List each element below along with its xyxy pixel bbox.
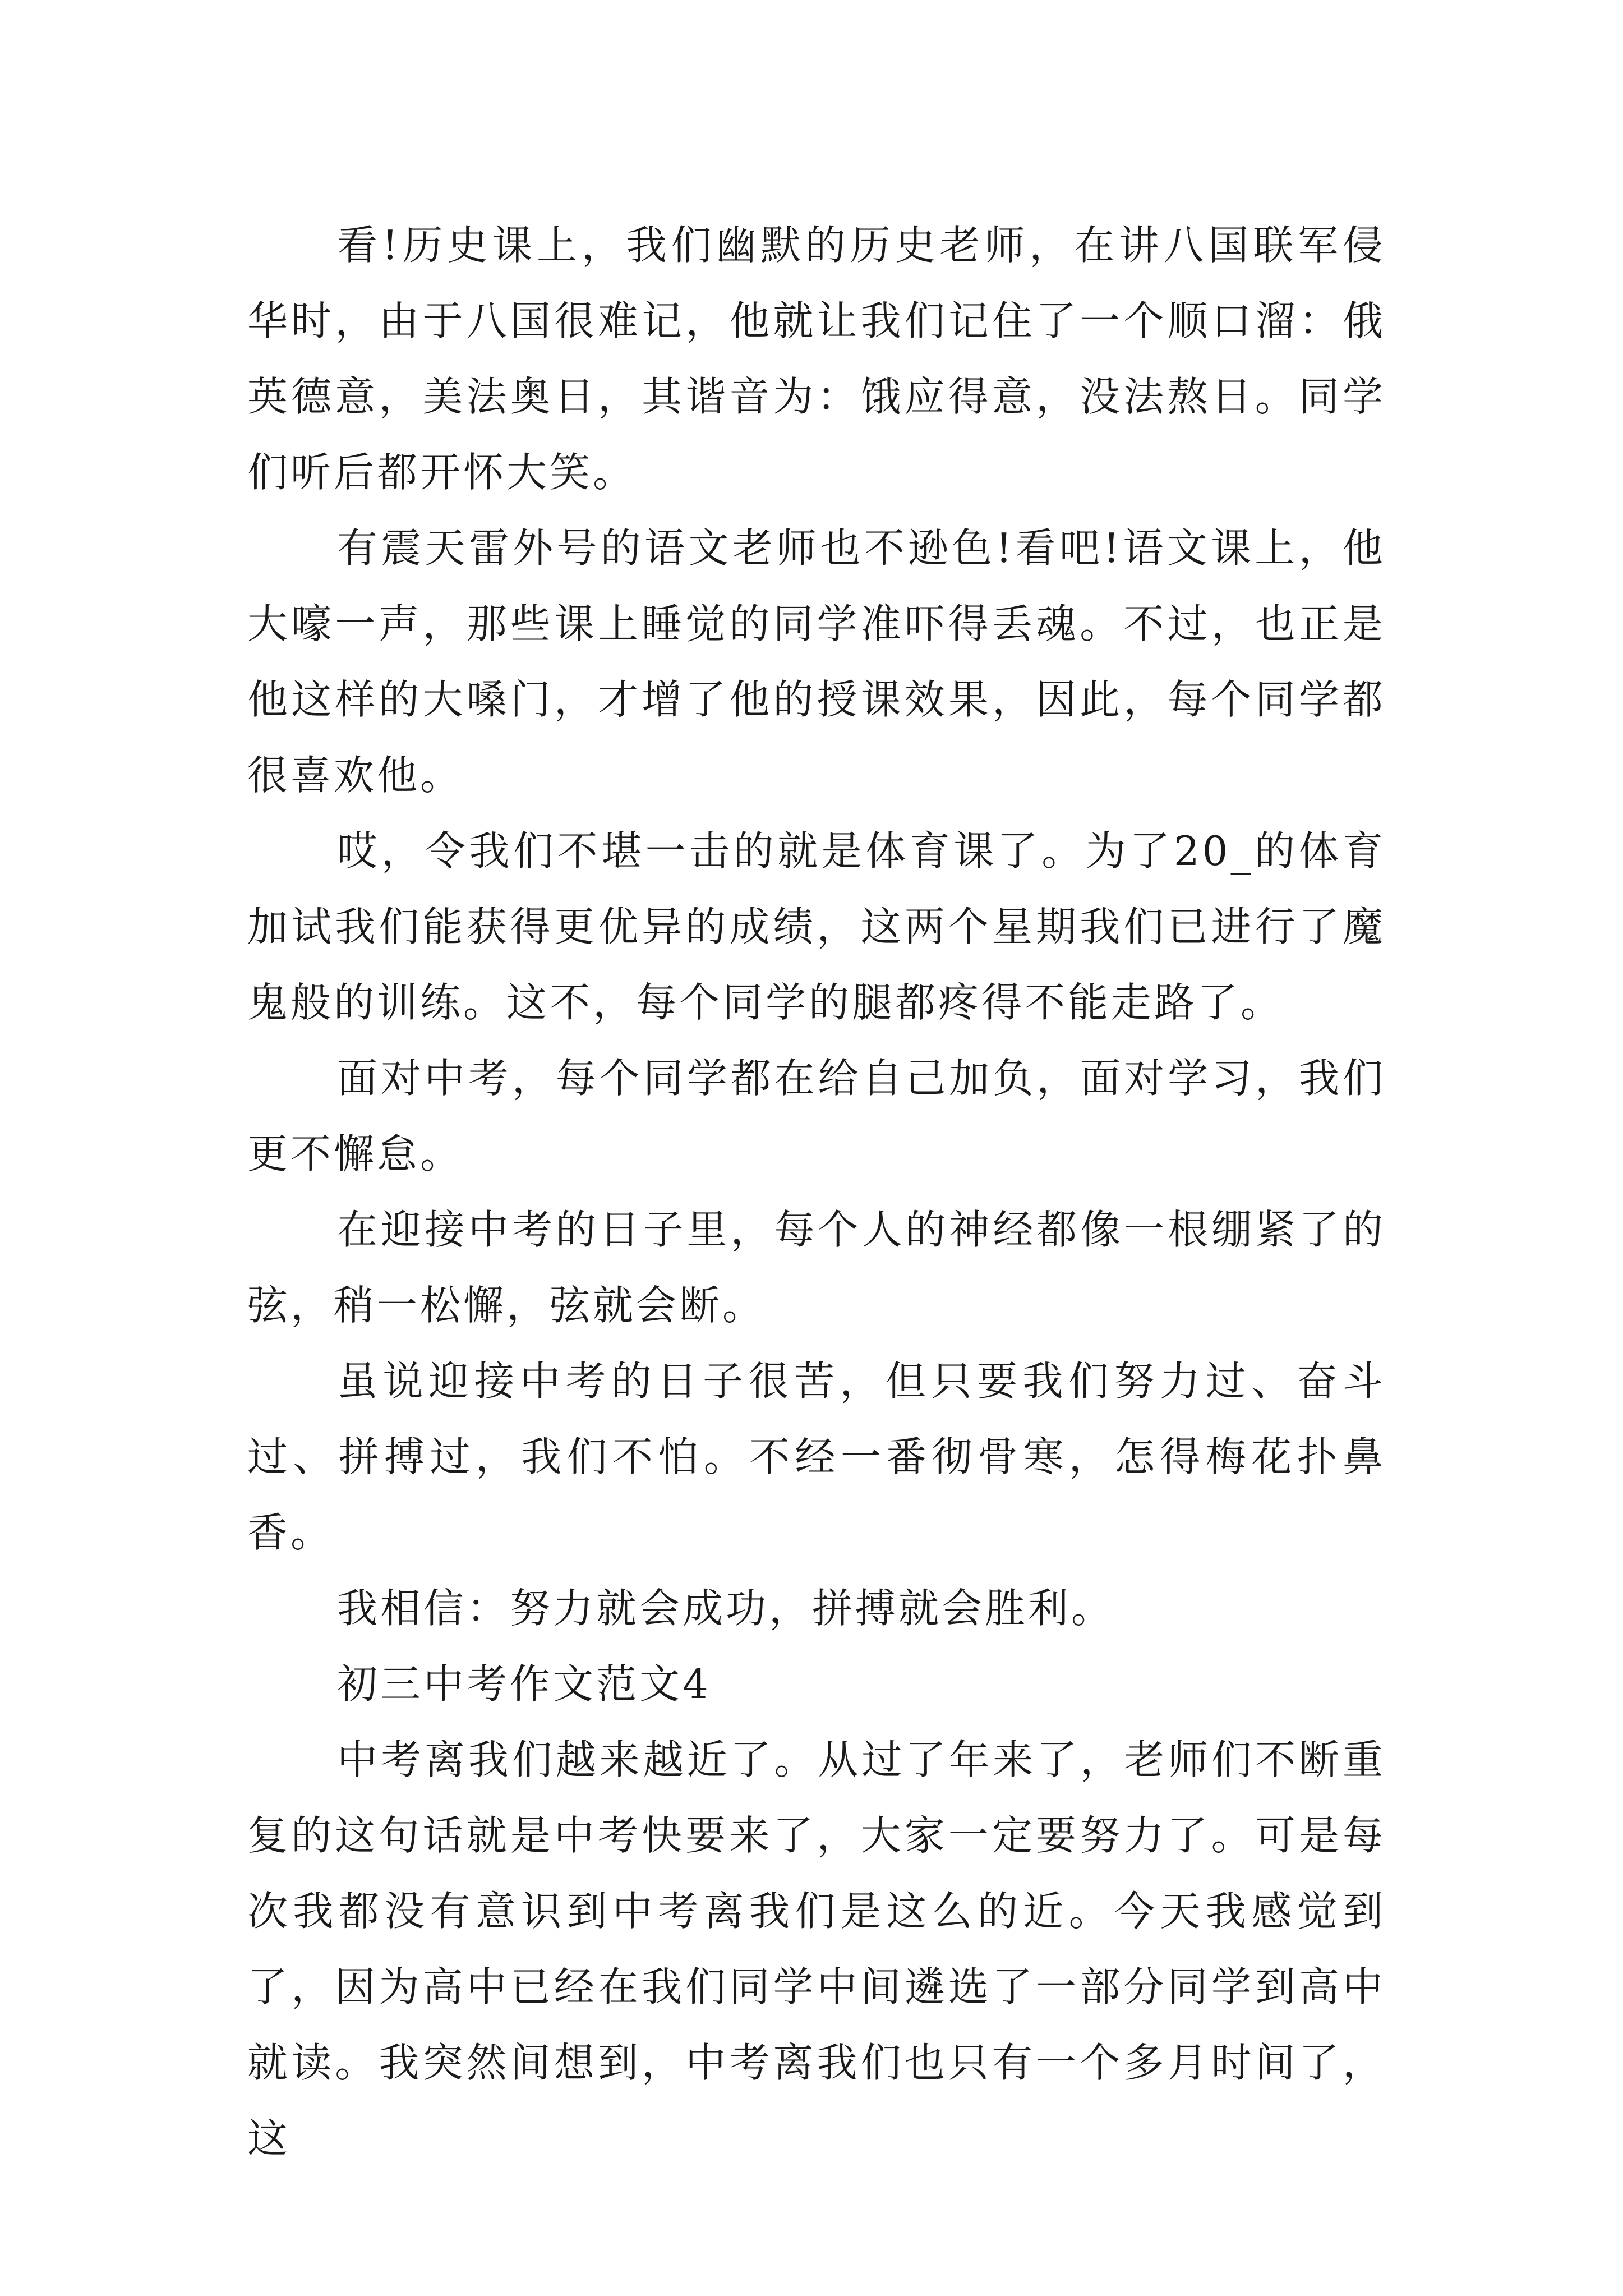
paragraph-face-exam: 面对中考，每个同学都在给自己加负，面对学习，我们更不懈怠。	[247, 1055, 1386, 1177]
paragraph-nerves: 在迎接中考的日子里，每个人的神经都像一根绷紧了的弦，稍一松懈，弦就会断。	[247, 1206, 1386, 1329]
paragraph-pe-class: 哎，令我们不堪一击的就是体育课了。为了20_的体育加试我们能获得更优异的成绩，这两个星期我们已进行了魔鬼般的训练。这不，每个同学的腿都疼得不能走路了。	[247, 827, 1386, 1026]
paragraph-believe: 我相信：努力就会成功，拼搏就会胜利。	[337, 1585, 1115, 1632]
essay-heading: 初三中考作文范文4	[337, 1660, 711, 1708]
document-body	[247, 208, 1386, 2177]
paragraph-chinese-teacher: 有震天雷外号的语文老师也不逊色!看吧!语文课上，他大嚎一声，那些课上睡觉的同学准吓得丢魂。不过，也正是他这样的大嗓门，才增了他的授课效果，因此，每个同学都很喜欢他。	[247, 524, 1386, 799]
paragraph-exam-approaching: 中考离我们越来越近了。从过了年来了，老师们不断重复的这句话就是中考快要来了，大家一定要努力了。可是每次我都没有意识到中考离我们是这么的近。今天我感觉到了，因为高中已经在我们同学中间遴选了一部分同学到高中就读。我突然间想到，中考离我们也只有一个多月时间了，这	[247, 1736, 1386, 2162]
paragraph-history-teacher: 看!历史课上，我们幽默的历史老师，在讲八国联军侵华时，由于八国很难记，他就让我们记住了一个顺口溜：俄英德意，美法奥日，其谐音为：饿应得意，没法熬日。同学们听后都开怀大笑。	[247, 222, 1386, 496]
paragraph-hard-days: 虽说迎接中考的日子很苦，但只要我们努力过、奋斗过、拼搏过，我们不怕。不经一番彻骨寒，怎得梅花扑鼻香。	[247, 1358, 1386, 1556]
